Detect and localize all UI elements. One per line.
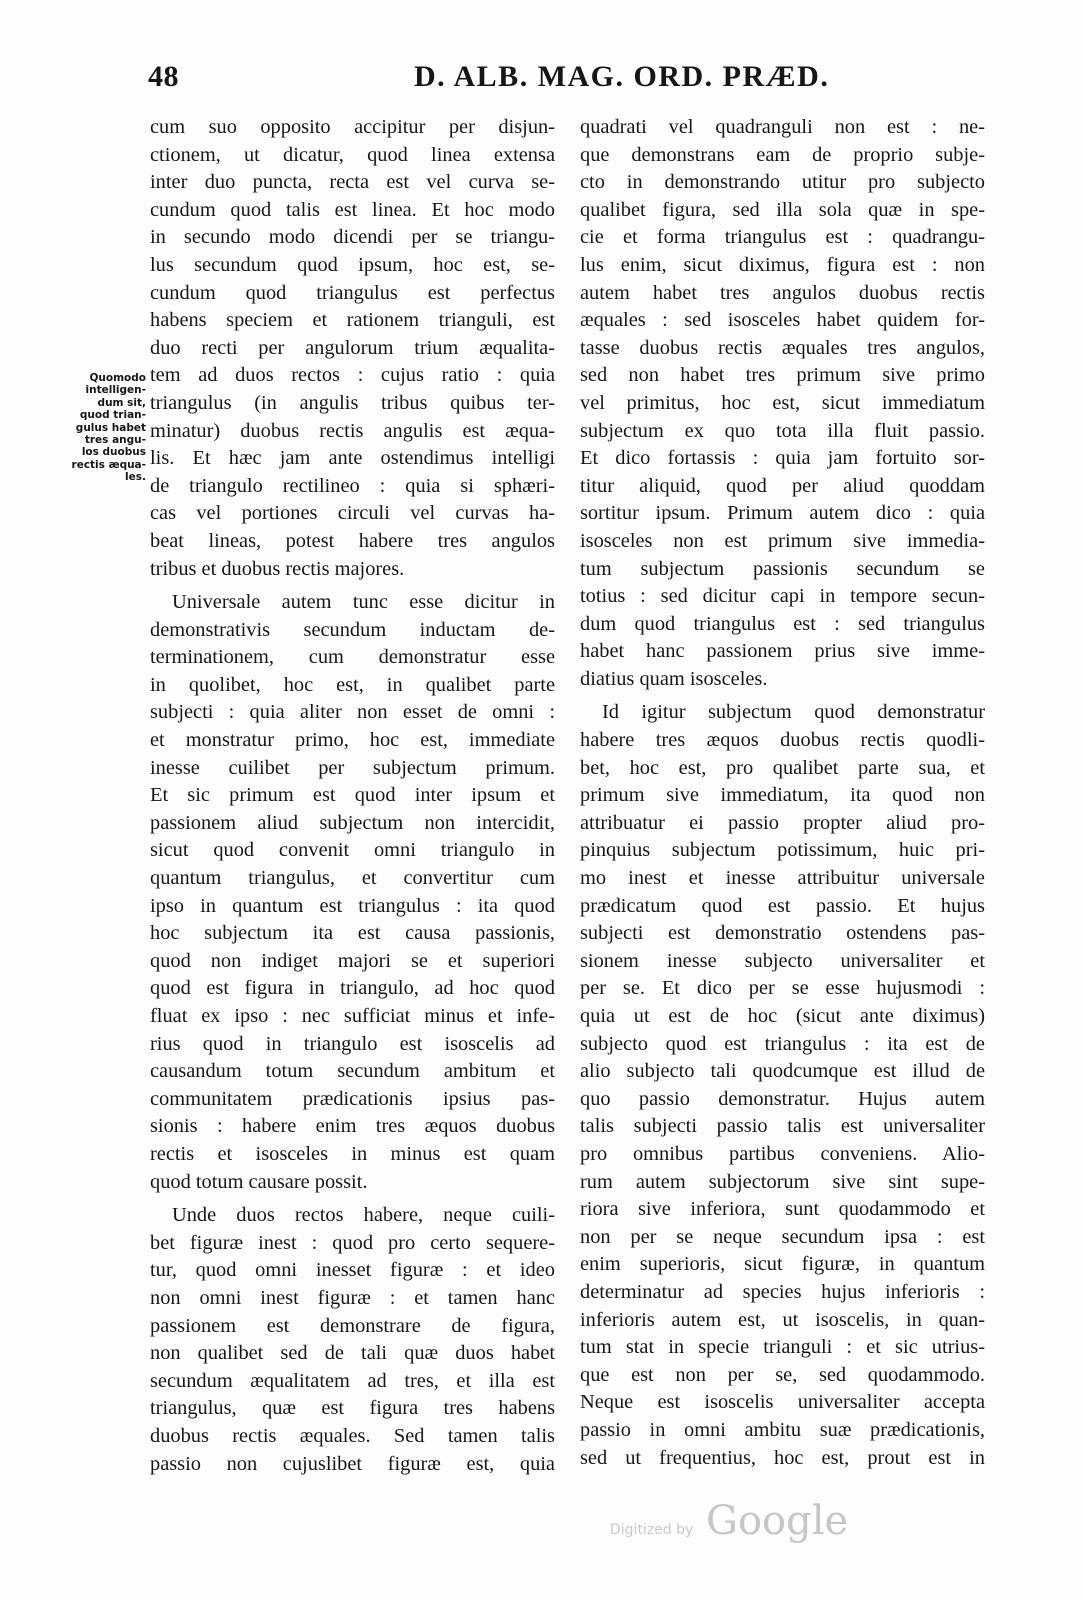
- text-line: triangulus (in angulis tribus quibus ter-: [150, 391, 555, 414]
- text-line: fluat ex ipso : nec sufficiat minus et infe-: [150, 1005, 555, 1027]
- text-line: isosceles non est primum sive immedia-: [580, 529, 985, 552]
- text-line: Unde duos rectos habere, neque cuili-: [172, 1204, 555, 1227]
- text-line: quod totum causare possit.: [150, 1170, 368, 1193]
- text-line: talis subjecti passio talis est universaliter: [580, 1115, 985, 1138]
- text-line: attribuatur ei passio propter aliud pro-: [580, 811, 985, 834]
- text-line: bet, hoc est, pro qualibet parte sua, et: [580, 756, 985, 779]
- marginal-note-line: Quomodo: [89, 372, 146, 384]
- text-line: sicut quod convenit omni triangulo in: [150, 839, 555, 862]
- text-line: causandum totum secundum ambitum et: [150, 1060, 555, 1083]
- text-line: qualibet figura, sed illa sola quæ in spe-: [580, 198, 985, 221]
- text-line: tum subjectum passionis secundum se: [580, 557, 985, 580]
- text-line: communitatem prædicationis ipsius pas-: [150, 1087, 555, 1110]
- text-line: cundum quod triangulus est perfectus: [150, 281, 555, 304]
- text-line: quod non indiget majori se et superiori: [150, 949, 555, 972]
- text-line: et monstratur primo, hoc est, immediate: [150, 729, 555, 752]
- text-line: ctionem, ut dicatur, quod linea extensa: [150, 143, 555, 166]
- text-line: terminationem, cum demonstratur esse: [150, 646, 555, 669]
- marginal-note-line: gulus habet: [75, 421, 146, 434]
- text-line: subjectum ex quo tota illa fluit passio.: [580, 419, 985, 442]
- text-line: sed ut frequentius, hoc est, prout est in: [580, 1446, 985, 1469]
- text-line: riora sive inferiora, sunt quodammodo et: [580, 1198, 985, 1221]
- text-line: Universale autem tunc esse dicitur in: [172, 591, 555, 614]
- text-line: passio non cujuslibet figuræ est, quia: [150, 1452, 555, 1475]
- text-line: lis. Et hæc jam ante ostendimus intelligi: [150, 447, 555, 470]
- text-line: Neque est isoscelis universaliter accepta: [580, 1391, 985, 1414]
- marginal-note-line: intelligen-: [85, 384, 146, 397]
- text-line: lus secundum quod ipsum, hoc est, se-: [150, 253, 555, 276]
- marginal-note-line: les.: [125, 471, 146, 484]
- text-line: Et dico fortassis : quia jam fortuito sor-: [580, 447, 985, 470]
- text-line: passio in omni ambitu suæ prædicationis,: [580, 1418, 985, 1441]
- text-line: titur aliquid, quod per aliud quoddam: [580, 474, 985, 497]
- text-line: sed non habet tres primum sive primo: [580, 364, 985, 387]
- text-line: que demonstrans eam de proprio subje-: [580, 143, 985, 166]
- text-line: tum stat in specie trianguli : et sic utrius-: [580, 1336, 985, 1359]
- text-line: subjecti est demonstratio ostendens pas-: [580, 922, 985, 945]
- text-line: in quolibet, hoc est, in qualibet parte: [150, 673, 555, 696]
- text-line: determinatur ad species hujus inferioris :: [580, 1280, 985, 1303]
- text-line: alio subjecto tali quodcumque est illud de: [580, 1060, 985, 1083]
- marginal-note-line: los duobus: [81, 446, 146, 459]
- text-line: enim superioris, sicut figuræ, in quantum: [580, 1253, 985, 1276]
- text-line: rectis et isosceles in minus est quam: [150, 1142, 555, 1165]
- text-line: beat lineas, potest habere tres angulos: [150, 529, 555, 552]
- text-line: minatur) duobus rectis angulis est æqua-: [150, 419, 555, 442]
- text-line: prædicatum quod est passio. Et hujus: [580, 894, 985, 917]
- text-line: habens speciem et rationem trianguli, est: [150, 309, 555, 332]
- text-line: hoc subjectum ita est causa passionis,: [150, 922, 555, 945]
- text-line: primum sive immediatum, ita quod non: [580, 784, 985, 807]
- text-line: æquales : sed isosceles habet quidem for-: [580, 309, 985, 332]
- left-text-column: [150, 114, 555, 1478]
- text-line: lus enim, sicut diximus, figura est : non: [580, 253, 985, 276]
- text-line: Id igitur subjectum quod demonstratur: [602, 701, 985, 724]
- marginal-note-line: rectis æqua-: [71, 458, 146, 471]
- text-line: demonstrativis secundum inductam de-: [150, 618, 555, 641]
- text-line: habere tres æquos duobus rectis quodli-: [580, 729, 985, 752]
- text-line: mo inest et inesse attribuitur universale: [580, 867, 985, 890]
- text-line: non per se neque secundum ipsa : est: [580, 1225, 985, 1248]
- text-line: dum quod triangulus est : sed triangulus: [580, 612, 985, 635]
- running-title: D. ALB. MAG. ORD. PRÆD.: [414, 60, 830, 93]
- text-line: sortitur ipsum. Primum autem dico : quia: [580, 502, 985, 525]
- text-line: sionem inesse subjecto universaliter et: [580, 949, 985, 972]
- text-line: tribus et duobus rectis majores.: [150, 557, 405, 580]
- text-line: passionem est demonstrare de figura,: [150, 1314, 555, 1337]
- text-line: totius : sed dicitur capi in tempore secun-: [580, 585, 985, 608]
- text-line: non omni inest figuræ : et tamen hanc: [150, 1286, 555, 1309]
- text-line: tem ad duos rectos : cujus ratio : quia: [150, 364, 555, 387]
- text-line: cundum quod talis est linea. Et hoc modo: [150, 198, 555, 221]
- text-line: secundum æqualitatem ad tres, et illa est: [150, 1369, 555, 1392]
- text-line: autem habet tres angulos duobus rectis: [580, 281, 985, 304]
- text-line: cie et forma triangulus est : quadrangu-: [580, 226, 985, 249]
- digitized-by-footer: [610, 1498, 849, 1548]
- text-line: cto in demonstrando utitur pro subjecto: [580, 171, 985, 194]
- text-line: Et sic primum est quod inter ipsum et: [150, 784, 555, 807]
- page-number: 48: [148, 60, 179, 93]
- text-line: inter duo puncta, recta est vel curva se-: [150, 171, 555, 194]
- text-line: rum autem subjectorum sive sint supe-: [580, 1170, 985, 1193]
- text-line: duobus rectis æquales. Sed tamen talis: [150, 1424, 555, 1447]
- text-line: quod est figura in triangulo, ad hoc quod: [150, 977, 555, 1000]
- text-line: cas vel portiones circuli vel curvas ha-: [150, 502, 555, 525]
- text-line: inferioris autem est, ut isoscelis, in quan-: [580, 1308, 985, 1331]
- text-line: rius quod in triangulo est isoscelis ad: [150, 1032, 555, 1055]
- text-line: triangulus, quæ est figura tres habens: [150, 1397, 555, 1420]
- text-line: subjecto quod est triangulus : ita est de: [580, 1032, 985, 1055]
- text-line: inesse cuilibet per subjectum primum.: [150, 756, 555, 779]
- text-line: ipso in quantum est triangulus : ita quod: [150, 894, 555, 917]
- text-line: subjecti : quia aliter non esset de omni :: [150, 701, 555, 724]
- marginal-note: [48, 372, 146, 484]
- text-line: vel primitus, hoc est, sicut immediatum: [580, 391, 985, 414]
- text-line: cum suo opposito accipitur per disjun-: [150, 116, 555, 138]
- text-line: que est non per se, sed quodammodo.: [580, 1363, 985, 1386]
- marginal-note-line: tres angu-: [84, 434, 146, 447]
- text-line: quia ut est de hoc (sicut ante diximus): [580, 1005, 985, 1027]
- text-line: bet figuræ inest : quod pro certo sequere-: [150, 1231, 555, 1254]
- text-line: sionis : habere enim tres æquos duobus: [150, 1115, 555, 1138]
- text-line: tasse duobus rectis æquales tres angulos,: [580, 336, 985, 359]
- text-line: tur, quod omni inesset figuræ : et ideo: [150, 1259, 555, 1282]
- text-line: quadrati vel quadranguli non est : ne-: [580, 116, 985, 138]
- marginal-note-line: dum sit,: [97, 396, 146, 409]
- text-line: passionem aliud subjectum non intercidit,: [150, 811, 555, 834]
- text-line: de triangulo rectilineo : quia si sphæri-: [150, 474, 555, 497]
- text-line: per se. Et dico per se esse hujusmodi :: [580, 977, 985, 1000]
- text-line: quantum triangulus, et convertitur cum: [150, 867, 555, 890]
- marginal-note-line: quod trian-: [79, 409, 146, 422]
- page-header: [148, 60, 990, 100]
- text-line: quo passio demonstratur. Hujus autem: [580, 1087, 985, 1110]
- google-logo: Google: [706, 1498, 849, 1544]
- text-line: pinquius subjectum potissimum, huic pri-: [580, 839, 985, 862]
- text-line: in secundo modo dicendi per se triangu-: [150, 226, 555, 249]
- text-line: non qualibet sed de tali quæ duos habet: [150, 1342, 555, 1365]
- digitized-label: Digitized by: [610, 1522, 694, 1538]
- right-text-column: [580, 114, 985, 1472]
- text-line: duo recti per angulorum trium æqualita-: [150, 336, 555, 359]
- text-line: diatius quam isosceles.: [580, 667, 768, 690]
- text-line: habet hanc passionem prius sive imme-: [580, 640, 985, 663]
- text-line: pro omnibus partibus conveniens. Alio-: [580, 1142, 985, 1165]
